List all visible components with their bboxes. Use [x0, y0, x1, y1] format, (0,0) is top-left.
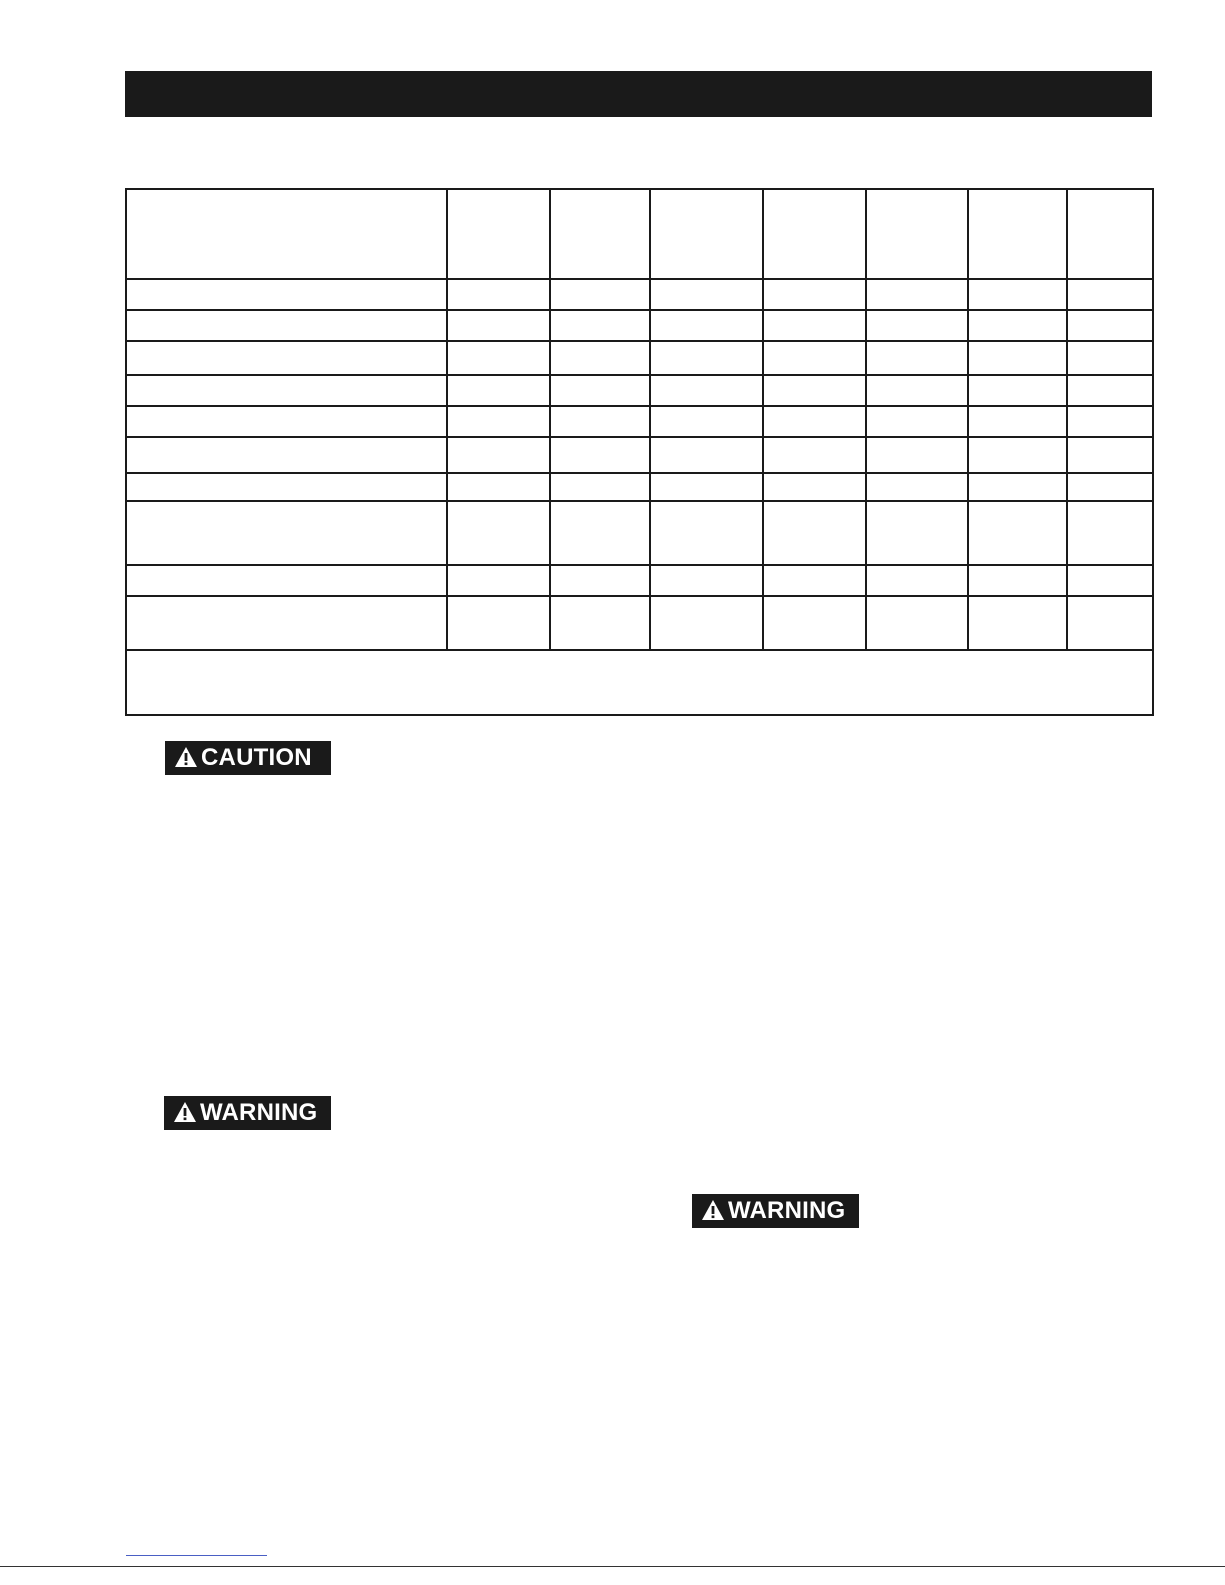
- column-divider: [1066, 190, 1068, 651]
- table-row: [127, 566, 1152, 597]
- caution-label: [165, 741, 331, 775]
- table-row: [127, 376, 1152, 407]
- warning-label: [164, 1096, 331, 1130]
- column-divider: [865, 190, 867, 651]
- table-row: [127, 342, 1152, 376]
- column-divider: [649, 190, 651, 651]
- table-row: [127, 311, 1152, 342]
- table-note-row: [127, 651, 1152, 714]
- warning-triangle-icon: [173, 1101, 197, 1123]
- specifications-table: [125, 188, 1154, 716]
- table-row: [127, 597, 1152, 651]
- warning-label-secondary: [692, 1194, 859, 1228]
- caution-text: CAUTION: [201, 744, 312, 771]
- column-divider: [446, 190, 448, 651]
- warning-triangle-icon: [701, 1199, 725, 1221]
- table-row: [127, 438, 1152, 474]
- table-row: [127, 474, 1152, 502]
- warning-text: WARNING: [200, 1099, 318, 1126]
- footer-rule: [0, 1566, 1225, 1567]
- warning-text-secondary: WARNING: [728, 1197, 846, 1224]
- column-divider: [549, 190, 551, 651]
- table-row: [127, 190, 1152, 280]
- table-row: [127, 502, 1152, 566]
- warning-triangle-icon: [174, 746, 198, 768]
- section-header-bar: [125, 71, 1152, 117]
- column-divider: [967, 190, 969, 651]
- column-divider: [762, 190, 764, 651]
- table-row: [127, 407, 1152, 438]
- table-row: [127, 280, 1152, 311]
- footer-link-underline[interactable]: [126, 1555, 267, 1556]
